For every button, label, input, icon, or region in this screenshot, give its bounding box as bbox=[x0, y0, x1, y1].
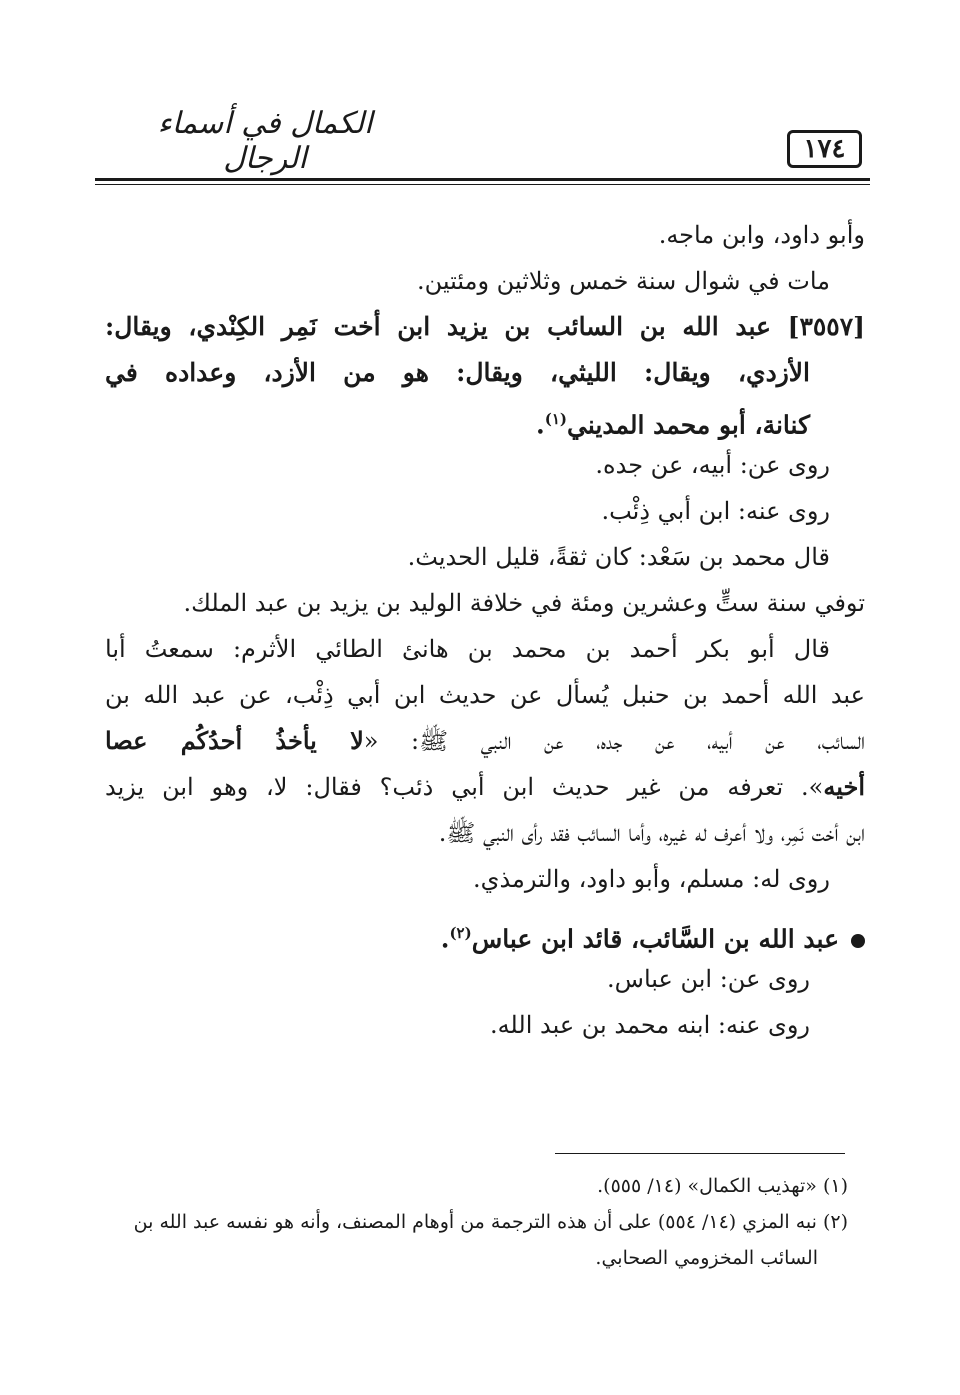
entry-heading: [٣٥٥٧] عبد الله بن السائب بن يزيد ابن أخت نَمِر الكِنْدي، ويقال: bbox=[105, 312, 865, 341]
footnote: السائب المخزومي الصحابي. bbox=[595, 1247, 818, 1269]
footnote: (١) «تهذيب الكمال» (١٤/ ٥٥٥). bbox=[597, 1175, 848, 1197]
footnote-ref: (٢) bbox=[449, 924, 472, 942]
text-line: روى عن: ابن عباس. bbox=[607, 965, 810, 993]
text-segment: ». تعرفه من غير حديث ابن أبي ذئب؟ فقال: لا، وهو ابن يزيد bbox=[105, 773, 824, 801]
text-line: روى له: مسلم، وأبو داود، والترمذي. bbox=[473, 865, 830, 893]
header-rule-thin bbox=[95, 184, 870, 185]
page-number: ١٧٤ bbox=[787, 130, 862, 168]
header-rule bbox=[95, 178, 870, 181]
entry-heading: الأزدي، ويقال: الليثي، ويقال: هو من الأزد، وعداده في bbox=[105, 358, 810, 387]
footnote: (٢) نبه المزي (١٤/ ٥٥٤) على أن هذه الترجمة من أوهام المصنف، وأنه هو نفسه عبد الله بن bbox=[133, 1211, 848, 1233]
text-line: قال أبو بكر أحمد بن محمد بن هانئ الطائي الأثرم: سمعتُ أبا bbox=[105, 635, 830, 663]
entry-heading-text: عبد الله بن السَّائب، قائد ابن عباس bbox=[471, 924, 839, 954]
page-body bbox=[105, 212, 865, 1048]
text-line: روى عن: أبيه، عن جده. bbox=[595, 451, 830, 479]
page-header bbox=[95, 100, 870, 185]
text-line: روى عنه: ابن أبي ذِئْب. bbox=[601, 497, 830, 525]
text-line: ابن أخت نَمِر، ولا أعرف له غيره، وأما السائب فقد رأى النبي ﷺ. bbox=[438, 819, 865, 847]
book-title: الكمال في أسماء الرجال bbox=[157, 106, 373, 176]
text-segment: السائب، عن أبيه، عن جده، عن النبي ﷺ: « bbox=[363, 727, 865, 755]
footnotes bbox=[100, 1168, 848, 1276]
text-line: قال محمد بن سَعْد: كان ثقةً، قليل الحديث. bbox=[407, 543, 830, 571]
hadith-text: لا يأخذُ أحدُكُم عصا bbox=[105, 726, 364, 755]
entry-heading: كنانة، أبو محمد المديني$^{(١)}$. bbox=[535, 410, 810, 440]
footnote-separator bbox=[555, 1153, 845, 1154]
text-line: مات في شوال سنة خمس وثلاثين ومئتين. bbox=[416, 267, 830, 295]
text-line bbox=[105, 764, 865, 810]
text-line: روى عنه: ابنه محمد بن عبد الله. bbox=[489, 1011, 810, 1039]
entry-heading-text: كنانة، أبو محمد المديني bbox=[566, 410, 810, 440]
entry-heading: عبد الله بن السَّائب، قائد ابن عباس$^{(٢)}$. bbox=[105, 910, 865, 956]
text-line bbox=[105, 718, 865, 764]
text-line: عبد الله أحمد بن حنبل يُسأل عن حديث ابن أبي ذِئْب، عن عبد الله بن bbox=[105, 681, 865, 709]
footnote-ref: (١) bbox=[544, 410, 567, 428]
text-line: وأبو داود، وابن ماجه. bbox=[658, 221, 865, 249]
text-line: توفي سنة ستٍّ وعشرين ومئة في خلافة الوليد بن يزيد بن عبد الملك. bbox=[183, 589, 865, 617]
hadith-text: أخيه bbox=[823, 772, 865, 801]
bullet-icon bbox=[851, 934, 865, 948]
